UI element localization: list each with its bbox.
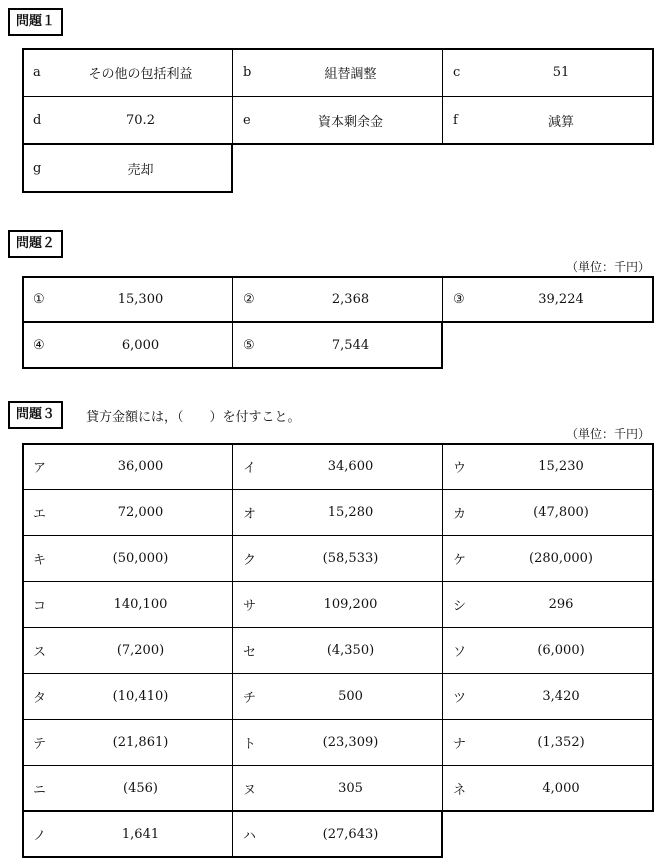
q2-cell-key: ⑤ [243,338,255,353]
q3-cell-key: イ [243,461,257,476]
q3-cell-value: (4,350) [326,643,375,658]
q3-cell-key: ネ [453,783,467,798]
q3-answer-cell [232,627,443,674]
q3-answer-cell [22,627,233,674]
q3-cell-value: 296 [548,597,574,612]
q3-cell-key: ヌ [243,783,257,798]
q3-answer-cell [22,443,233,490]
q3-answer-cell [22,811,233,858]
q1-answer-cell [232,96,443,145]
q1-label: 問題１ [8,8,63,36]
q3-cell-key: ニ [33,783,47,798]
q3-cell-value: 140,100 [113,597,168,612]
q3-cell-key: シ [453,599,467,614]
q3-answer-cell [232,719,443,766]
q3-cell-key: ソ [453,645,467,660]
q2-cell-key: ④ [33,338,45,353]
q1-answer-cell [22,96,233,145]
q1-answer-cell [22,48,233,97]
q3-cell-key: ケ [453,553,467,568]
q1-cell-value: 70.2 [126,113,155,128]
q3-cell-value: (23,309) [322,735,379,750]
q3-cell-key: サ [243,599,257,614]
q2-cell-key: ③ [453,292,465,307]
q2-answer-cell [22,322,233,369]
q1-cell-key: a [33,65,41,80]
q2-cell-value: 15,300 [117,292,164,307]
q3-cell-value: (7,200) [116,643,165,658]
q3-cell-value: (58,533) [322,551,379,566]
q3-answer-cell [22,581,233,628]
q3-cell-key: テ [33,737,47,752]
q3-cell-key: エ [33,507,47,522]
q3-cell-value: 1,641 [121,827,160,842]
q3-answer-cell [232,811,443,858]
q3-cell-key: ナ [453,737,467,752]
q3-cell-value: (1,352) [537,735,585,750]
q3-answer-cell [442,535,654,582]
q1-cell-key: c [453,65,461,80]
q2-cell-value: 7,544 [331,338,370,353]
q3-cell-key: カ [453,507,467,522]
q2-answer-cell [232,276,443,323]
q3-cell-value: 72,000 [117,505,164,520]
q3-cell-value: (6,000) [537,643,585,658]
q1-cell-key: d [33,113,42,128]
q3-cell-value: (280,000) [529,551,593,566]
q3-cell-value: (456) [123,781,158,796]
q3-cell-value: 4,000 [542,781,580,796]
q3-answer-cell [232,443,443,490]
q1-cell-value: 組替調整 [324,67,377,82]
q3-answer-cell [22,489,233,536]
q3-cell-key: ト [243,737,257,752]
q3-cell-value: 15,280 [327,505,374,520]
q3-cell-key: セ [243,645,257,660]
q3-cell-key: コ [33,599,47,614]
q1-cell-value: 資本剰余金 [317,115,383,130]
q3-cell-value: (50,000) [112,551,169,566]
q3-label: 問題３ [8,401,63,429]
q3-cell-value: (47,800) [533,505,589,520]
q3-cell-value: 500 [338,689,363,704]
q2-cell-key: ② [243,292,255,307]
q3-unit: （単位：千円） [565,427,650,441]
q3-answer-cell [232,489,443,536]
q3-cell-value: 36,000 [117,459,164,474]
q3-answer-cell [232,673,443,720]
q3-cell-key: ツ [453,691,467,706]
q3-cell-value: 34,600 [327,459,374,474]
q3-cell-key: オ [243,507,257,522]
q3-cell-key: チ [243,691,257,706]
q3-cell-value: 3,420 [542,689,580,704]
q3-answer-cell [442,627,654,674]
q3-cell-key: ノ [33,829,47,844]
q3-cell-key: キ [33,553,47,568]
q2-cell-key: ① [33,292,45,307]
q1-cell-value: 減算 [547,115,574,130]
q3-answer-cell [442,765,654,812]
q3-answer-cell [22,765,233,812]
q3-answer-cell [442,719,654,766]
q1-answer-cell [232,48,443,97]
q2-cell-value: 2,368 [331,292,370,307]
q2-unit: （単位：千円） [565,260,650,274]
q1-cell-value: その他の包括利益 [88,67,193,82]
q1-cell-value: 売却 [127,163,154,178]
q3-answer-cell [232,535,443,582]
q1-answer-cell [22,144,233,193]
q3-cell-key: ア [33,461,47,476]
q3-answer-cell [442,673,654,720]
q2-answer-cell [232,322,443,369]
q1-answer-cell [442,96,654,145]
q3-answer-cell [442,443,654,490]
q1-cell-key: b [243,65,252,80]
q1-answer-cell [442,48,654,97]
q3-cell-value: 305 [338,781,363,796]
q3-cell-value: (10,410) [112,689,169,704]
q3-cell-value: 109,200 [323,597,378,612]
q3-answer-cell [22,535,233,582]
q3-note: 貸方金額には，（ ）を付すこと。 [86,410,301,425]
q3-answer-cell [232,581,443,628]
q2-label: 問題２ [8,230,63,258]
q1-cell-key: f [453,113,458,128]
q2-cell-value: 39,224 [538,292,584,307]
q1-cell-value: 51 [552,65,570,80]
q3-answer-cell [442,581,654,628]
q3-cell-key: ウ [453,461,467,476]
q1-cell-key: g [33,161,42,176]
q3-cell-key: タ [33,691,47,706]
q3-answer-cell [232,765,443,812]
q3-answer-cell [22,719,233,766]
q3-cell-value: 15,230 [538,459,584,474]
q3-answer-cell [442,489,654,536]
q2-answer-cell [22,276,233,323]
q2-answer-cell [442,276,654,323]
q2-cell-value: 6,000 [121,338,160,353]
q3-cell-value: (21,861) [112,735,169,750]
q3-cell-key: ス [33,645,47,660]
q3-cell-key: ク [243,553,257,568]
q3-cell-value: (27,643) [322,827,379,842]
q1-cell-key: e [243,113,251,128]
q3-answer-cell [22,673,233,720]
q3-cell-key: ハ [243,829,257,844]
